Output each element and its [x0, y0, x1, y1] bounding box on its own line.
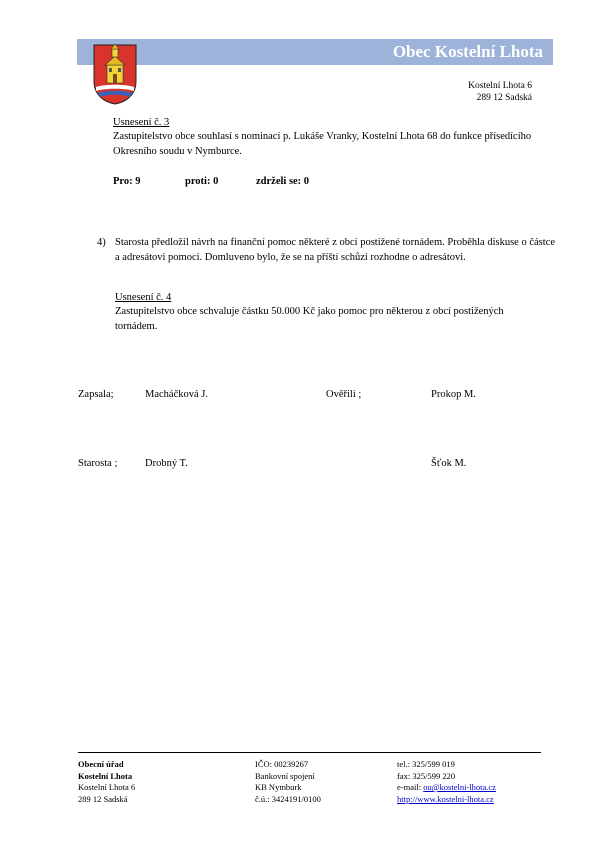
footer-bank-label: Bankovní spojení: [255, 770, 315, 781]
footer-office: Obecní úřad: [78, 759, 124, 769]
mayor-label: Starosta ;: [78, 458, 118, 469]
resolution-4-text: Zastupitelstvo obce schvaluje částku 50.000 Kč jako pomoc pro některou z obcí postižených tornádem.: [115, 306, 504, 332]
resolution-3-heading: Usnesení č. 3: [113, 117, 170, 128]
vote-for: Pro: 9: [113, 176, 141, 187]
municipality-title: Obec Kostelní Lhota: [392, 42, 543, 61]
footer-office-addr2: 289 12 Sadská: [78, 793, 128, 804]
footer-bank-block: [255, 759, 321, 805]
footer-tel: tel.: 325/599 019: [397, 759, 455, 769]
mayor-name: Drobný T.: [145, 458, 188, 469]
coat-of-arms-emblem: [92, 43, 138, 105]
footer-fax: fax: 325/599 220: [397, 770, 456, 781]
header-bar: [77, 39, 553, 65]
footer-email-line: [397, 782, 496, 794]
vote-abstain: zdrželi se: 0: [256, 176, 310, 187]
vote-against: proti: 0: [185, 176, 219, 187]
header-address-line1: Kostelní Lhota 6: [468, 81, 532, 91]
recorded-by-label: Zapsala;: [78, 389, 114, 400]
resolution-4-heading: Usnesení č. 4: [115, 292, 172, 303]
recorded-by-name: Macháčková J.: [145, 389, 208, 400]
verifier-1-name: Prokop M.: [431, 389, 476, 400]
footer-bank-name: KB Nymburk: [255, 782, 302, 792]
footer-office-addr1: Kostelní Lhota 6: [78, 782, 136, 792]
footer-account: č.ú.: 3424191/0100: [255, 793, 321, 804]
email-link[interactable]: ou@kostelni-lhota.cz: [423, 782, 496, 792]
footer-office-block: [78, 759, 135, 805]
footer-divider: [78, 752, 541, 753]
footer-ico: IČO: 00239267: [255, 759, 309, 769]
footer-email-label: e-mail:: [397, 782, 422, 792]
website-link[interactable]: http://www.kostelni-lhota.cz: [397, 793, 494, 804]
verifier-2-name: Šťok M.: [431, 458, 467, 469]
resolution-3-text: Zastupitelstvo obce souhlasí s nominací p. Lukáše Vranky, Kostelní Lhota 68 do funkce přísedícího Okresního soudu v Nymburce.: [113, 131, 532, 157]
footer-contact-block: [397, 759, 496, 805]
verified-by-label: Ověřili ;: [326, 389, 362, 400]
header-address-line2: 289 12 Sadská: [476, 93, 532, 103]
item-4-text: Starosta předložil návrh na finanční pomoc některé z obcí postižené tornádem. Proběhla diskuse o částce a adresátovi pomoci. Domluveno bylo, že se na příští schůzi rozhodne o adresátovi.: [115, 237, 555, 263]
item-4-number: 4): [97, 237, 106, 248]
footer-office-name: Kostelní Lhota: [78, 770, 133, 781]
